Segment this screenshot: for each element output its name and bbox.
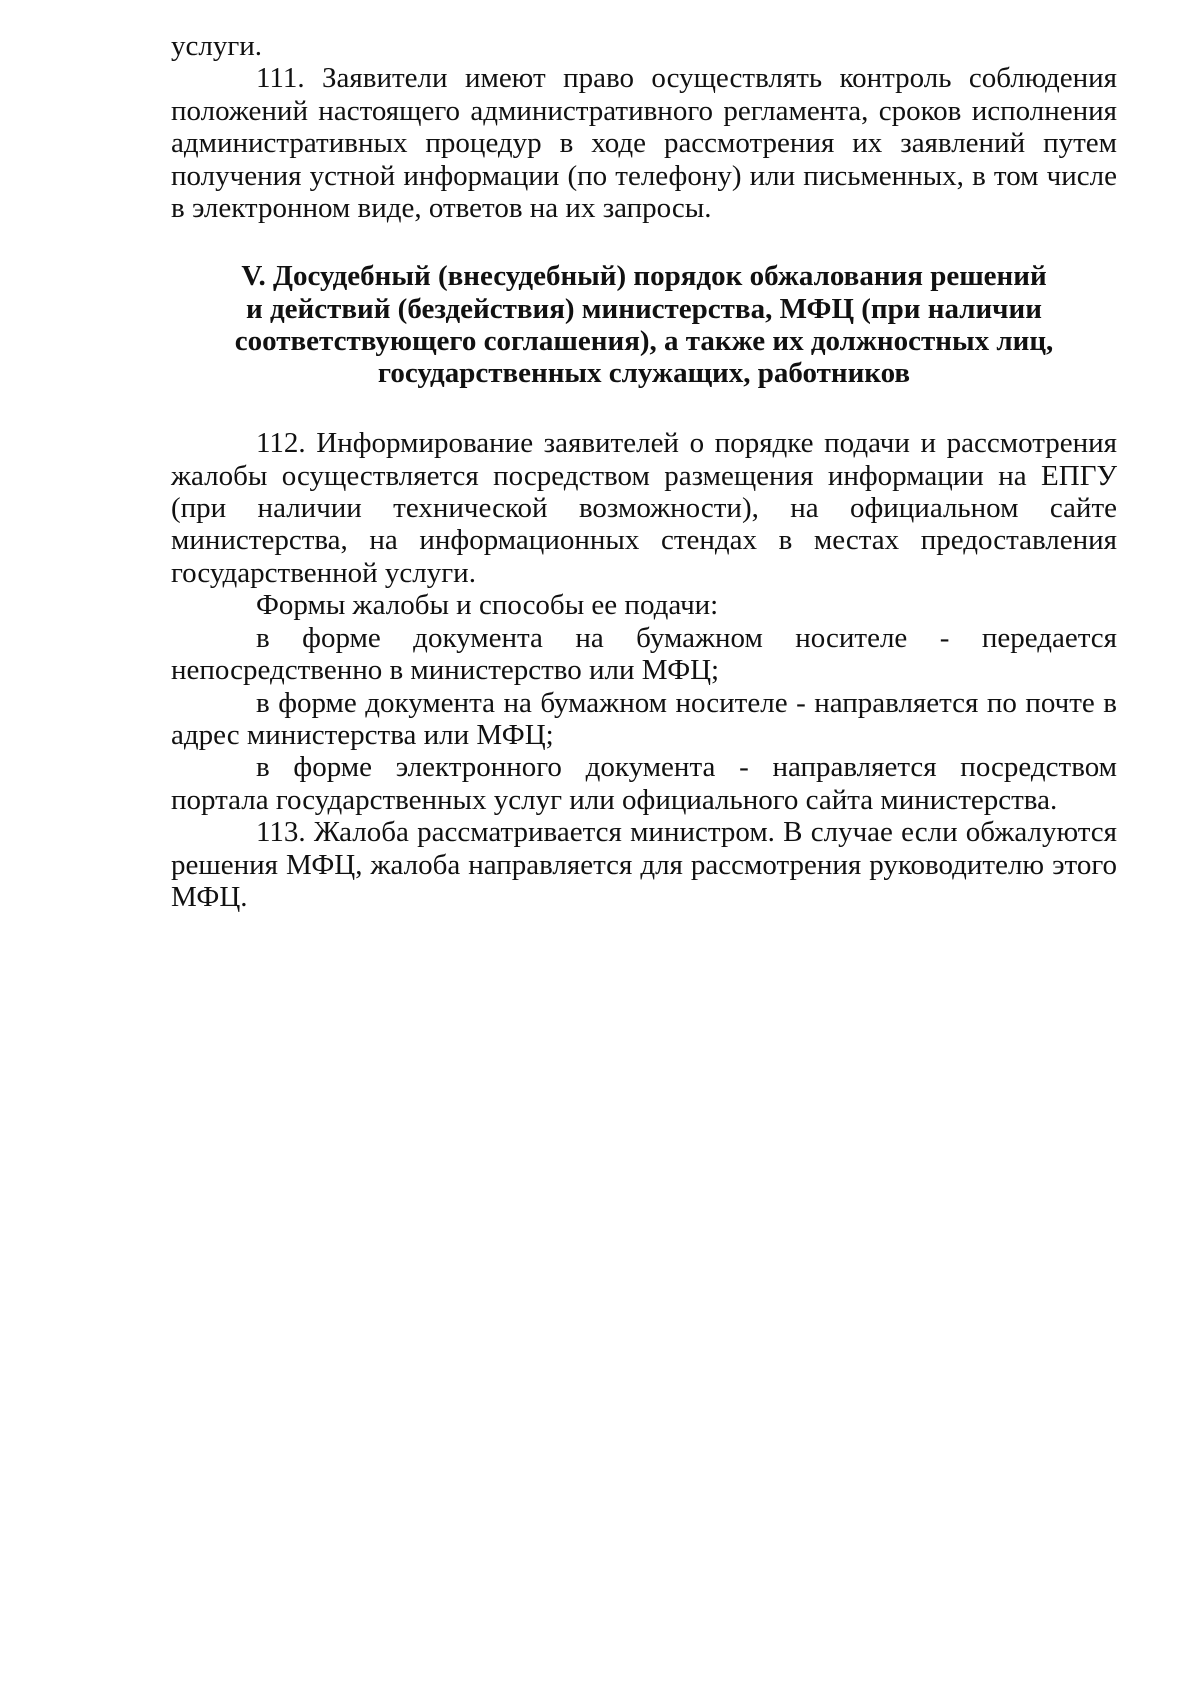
paragraph-111: 111. Заявители имеют право осуществлять контроль соблюдения положений настоящего административного регламента, сроков исполнения административных процедур в ходе рассмотрения их заявлений путем получения устной информации (по телефону) или письменных, в том числе в электронном виде, ответов на их запросы. [171,62,1117,225]
paragraph-form-paper-mail: в форме документа на бумажном носителе - направляется по почте в адрес министерства или МФЦ; [171,686,1117,751]
document-page [171,30,1117,913]
paragraph-carryover: услуги. [171,30,263,62]
paragraph-112: 112. Информирование заявителей о порядке подачи и рассмотрения жалобы осуществляется посредством размещения информации на ЕПГУ (при наличии технической возможности), на официальном сайте министерства, на информационных стендах в местах предоставления государственной услуги. [171,427,1117,589]
section-heading-line-4: государственных служащих, работников [377,357,911,390]
paragraph-form-electronic: в форме электронного документа - направляется посредством портала государственных услуг или официального сайта министерства. [171,751,1117,816]
section-heading-line-1: V. Досудебный (внесудебный) порядок обжалования решений [241,260,1047,293]
section-heading-line-3: соответствующего соглашения), а также их должностных лиц, [234,324,1054,357]
section-heading [171,260,1117,389]
section-heading-line-2: и действий (бездействия) министерства, МФЦ (при наличии [246,292,1042,325]
paragraph-forms-intro: Формы жалобы и способы ее подачи: [256,589,719,622]
paragraph-113: 113. Жалоба рассматривается министром. В случае если обжалуются решения МФЦ, жалоба направляется для рассмотрения руководителю этого МФЦ. [171,816,1117,913]
paragraph-form-paper-direct: в форме документа на бумажном носителе - передается непосредственно в министерство или МФЦ; [171,621,1117,687]
